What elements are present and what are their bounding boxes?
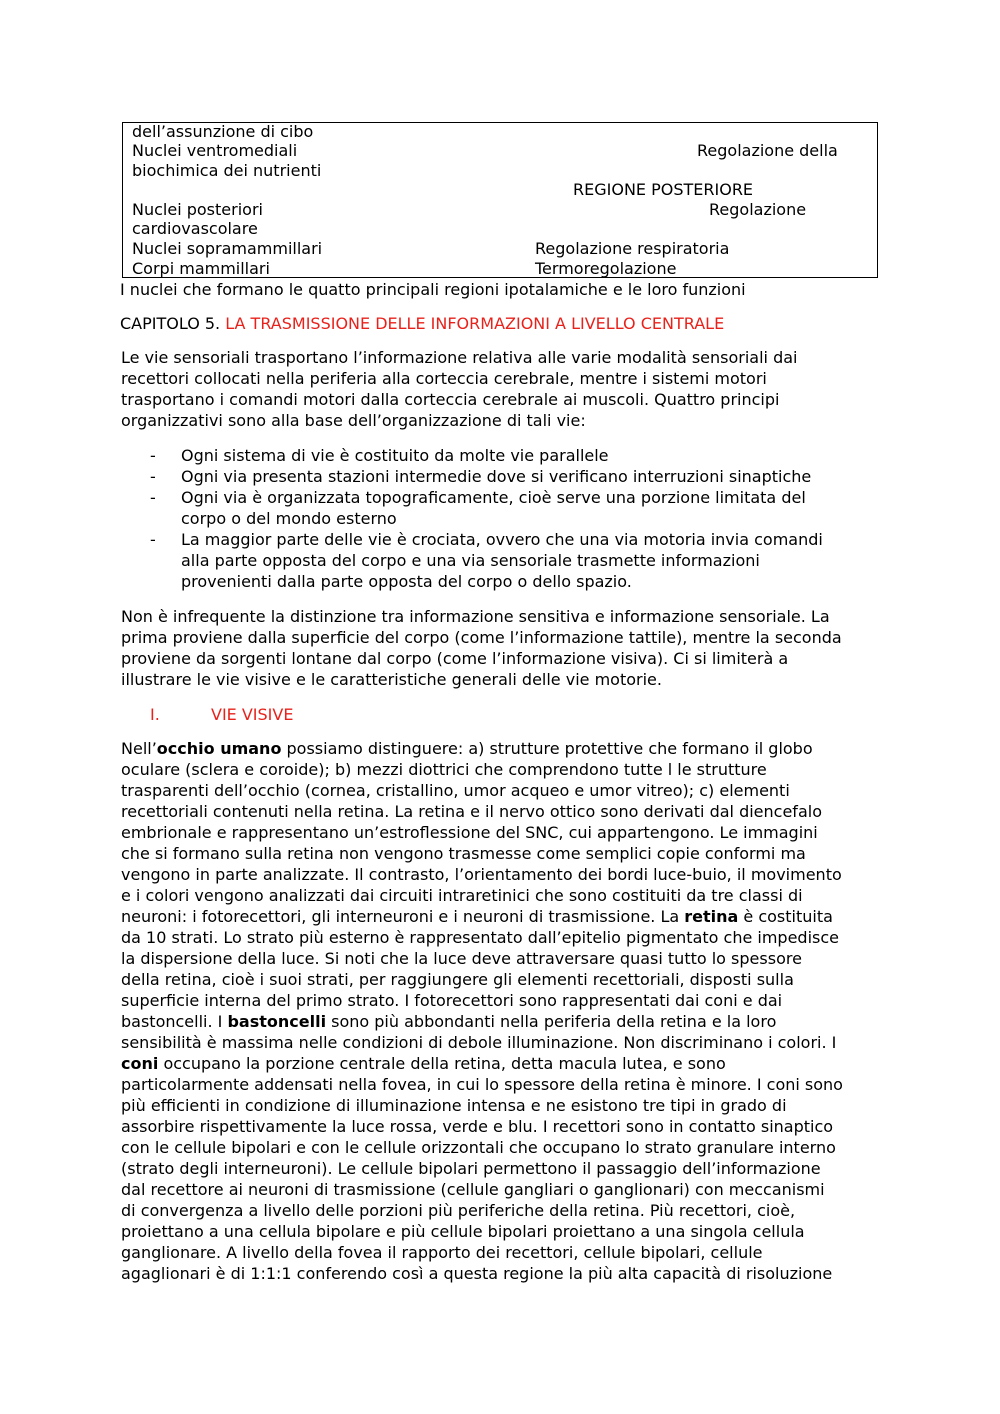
table-cell: Termoregolazione — [535, 259, 677, 278]
text-line: Le vie sensoriali trasportano l’informazione relativa alle varie modalità sensoriali dai — [121, 348, 798, 367]
text-line: neuroni: i fotorecettori, gli interneuroni e i neuroni di trasmissione. La retina è costituita — [121, 907, 833, 926]
bullet-dash: - — [150, 467, 156, 486]
table-cell: Regolazione — [709, 200, 807, 219]
text-line: (strato degli interneuroni). Le cellule bipolari permettono il passaggio dell’informazione — [121, 1159, 821, 1178]
text-line: ganglionare. A livello della fovea il rapporto dei recettori, cellule bipolari, cellule — [121, 1243, 763, 1262]
text-line: prima proviene dalla superficie del corpo (come l’informazione tattile), mentre la seconda — [121, 628, 842, 647]
list-item-text: alla parte opposta del corpo e una via sensoriale trasmette informazioni — [181, 551, 760, 570]
text-line: Nell’occhio umano possiamo distinguere: a) strutture protettive che formano il globo — [121, 739, 813, 758]
text-line: Non è infrequente la distinzione tra informazione sensitiva e informazione sensoriale. La — [121, 607, 830, 626]
text-line: e i colori vengono analizzati dai circuiti intraretinici che sono costituiti da tre classi di — [121, 886, 803, 905]
table-cell: dell’assunzione di cibo — [132, 122, 314, 141]
text-line: illustrare le vie visive e le caratteristiche generali delle vie motorie. — [121, 670, 662, 689]
table-cell: cardiovascolare — [132, 219, 258, 238]
text-line: sensibilità è massima nelle condizioni di debole illuminazione. Non discriminano i colori. I — [121, 1033, 837, 1052]
bullet-dash: - — [150, 530, 156, 549]
bold-term: coni — [121, 1054, 159, 1073]
chapter-heading — [120, 314, 724, 334]
list-item-text: corpo o del mondo esterno — [181, 509, 397, 528]
visual-paragraph — [121, 738, 891, 1284]
text-line: superficie interna del primo strato. I fotorecettori sono rappresentati dai coni e dai — [121, 991, 783, 1010]
list-item-text: Ogni via presenta stazioni intermedie dove si verificano interruzioni sinaptiche — [181, 467, 812, 486]
sensory-paragraph — [121, 606, 891, 690]
bold-term: occhio umano — [156, 739, 282, 758]
table-cell: biochimica dei nutrienti — [132, 161, 322, 180]
text-line: della retina, cioè i suoi strati, per raggiungere gli elementi recettoriali, disposti sulla — [121, 970, 794, 989]
text-line: embrionale e rappresentano un’estroflessione del SNC, cui appartengono. Le immagini — [121, 823, 818, 842]
text-line: coni occupano la porzione centrale della retina, detta macula lutea, e sono — [121, 1054, 726, 1073]
text-line: recettoriali contenuti nella retina. La retina e il nervo ottico sono derivati dal diencefalo — [121, 802, 822, 821]
text-line: oculare (sclera e coroide); b) mezzi diottrici che comprendono tutte l le strutture — [121, 760, 767, 779]
list-item-text: Ogni via è organizzata topograficamente, cioè serve una porzione limitata del — [181, 488, 806, 507]
bullet-dash: - — [150, 488, 156, 507]
text-line: particolarmente addensati nella fovea, in cui lo spessore della retina è minore. I coni sono — [121, 1075, 843, 1094]
bold-term: bastoncelli — [227, 1012, 327, 1031]
text-line: proiettano a una cellula bipolare e più cellule bipolari proiettano a una singola cellula — [121, 1222, 805, 1241]
text-line: assorbire rispettivamente la luce rossa, verde e blu. I recettori sono in contatto sinaptico — [121, 1117, 834, 1136]
list-item — [150, 529, 890, 592]
table-cell: Corpi mammillari — [132, 259, 270, 278]
table-cell: Nuclei sopramammillari — [132, 239, 323, 258]
text-line: vengono in parte analizzate. Il contrasto, l’orientamento dei bordi luce-buio, il movimento — [121, 865, 842, 884]
bullet-dash: - — [150, 446, 156, 465]
table-region-header: REGIONE POSTERIORE — [573, 180, 754, 199]
chapter-label: CAPITOLO 5. — [120, 314, 226, 333]
text-line: proviene da sorgenti lontane dal corpo (come l’informazione visiva). Ci si limiterà a — [121, 649, 789, 668]
text-line: agaglionari è di 1:1:1 conferendo così a questa regione la più alta capacità di risoluzione — [121, 1264, 833, 1283]
list-item — [150, 487, 890, 529]
text-line: di convergenza a livello delle porzioni più periferiche della retina. Più recettori, cioè, — [121, 1201, 796, 1220]
table-cell: Regolazione della — [697, 141, 838, 160]
text-line: la dispersione della luce. Si noti che la luce deve attraversare quasi tutto lo spessore — [121, 949, 802, 968]
table-caption: I nuclei che formano le quatto principali regioni ipotalamiche e le loro funzioni — [120, 280, 746, 299]
table-cell: Regolazione respiratoria — [535, 239, 730, 258]
section-title: VIE VISIVE — [211, 705, 294, 724]
text-line: con le cellule bipolari e con le cellule orizzontali che occupano lo strato granulare interno — [121, 1138, 836, 1157]
principles-list — [150, 445, 890, 592]
text-line: bastoncelli. I bastoncelli sono più abbondanti nella periferia della retina e la loro — [121, 1012, 777, 1031]
list-item-text: Ogni sistema di vie è costituito da molte vie parallele — [181, 446, 609, 465]
table-cell: Nuclei posteriori — [132, 200, 263, 219]
text-line: organizzativi sono alla base dell’organizzazione di tali vie: — [121, 411, 586, 430]
text-line: dal recettore ai neuroni di trasmissione (cellule gangliari o ganglionari) con meccanismi — [121, 1180, 825, 1199]
intro-paragraph — [121, 347, 891, 431]
text-line: che si formano sulla retina non vengono trasmesse come semplici copie conformi ma — [121, 844, 806, 863]
table-cell: Nuclei ventromediali — [132, 141, 298, 160]
list-item-text: provenienti dalla parte opposta del corpo o dello spazio. — [181, 572, 632, 591]
text-line: recettori collocati nella periferia alla corteccia cerebrale, mentre i sistemi motori — [121, 369, 767, 388]
section-number: I. — [150, 705, 160, 724]
text-line: trasparenti dell’occhio (cornea, cristallino, umor acqueo e umor vitreo); c) elementi — [121, 781, 790, 800]
list-item — [150, 466, 890, 487]
text-line: più efficienti in condizione di illuminazione intensa e ne esistono tre tipi in grado di — [121, 1096, 787, 1115]
text-line: da 10 strati. Lo strato più esterno è rappresentato dall’epitelio pigmentato che impedisce — [121, 928, 839, 947]
bold-term: retina — [684, 907, 739, 926]
list-item — [150, 445, 890, 466]
list-item-text: La maggior parte delle vie è crociata, ovvero che una via motoria invia comandi — [181, 530, 823, 549]
text-line: trasportano i comandi motori dalla corteccia cerebrale ai muscoli. Quattro principi — [121, 390, 780, 409]
chapter-title: LA TRASMISSIONE DELLE INFORMAZIONI A LIVELLO CENTRALE — [225, 314, 725, 333]
